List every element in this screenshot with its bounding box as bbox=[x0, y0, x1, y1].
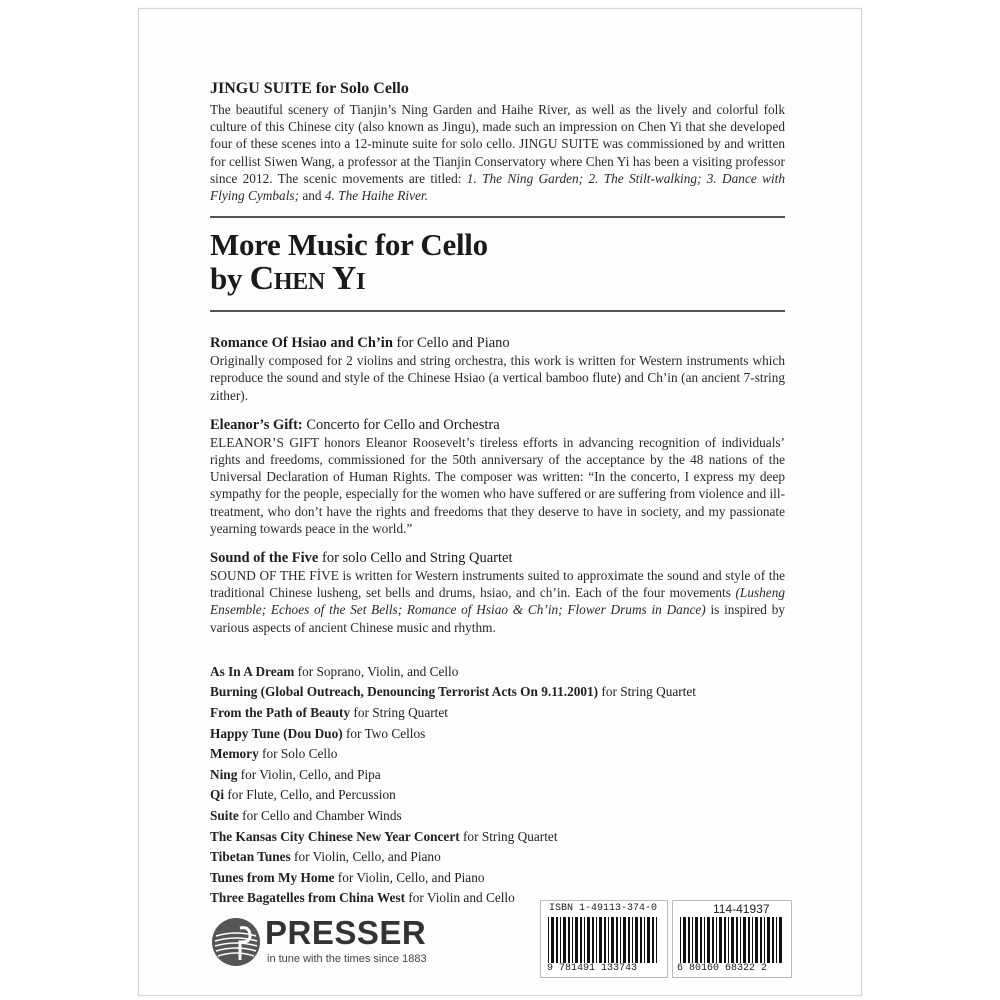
list-item: Qi for Flute, Cello, and Percussion bbox=[210, 787, 396, 803]
jingu-movements: 1. The Ning Garden; 2. The Stilt-walking; 3. Dance with Flying Cymbals; bbox=[210, 170, 785, 204]
barcode-bar bbox=[731, 917, 734, 963]
barcode-bar bbox=[635, 917, 638, 963]
list-item: As In A Dream for Soprano, Violin, and Cello bbox=[210, 663, 459, 679]
work-title: Sound of the Five for solo Cello and String Quartet bbox=[210, 550, 513, 567]
work-romance bbox=[210, 334, 785, 404]
list-item: Suite for Cello and Chamber Winds bbox=[210, 808, 402, 824]
isbn-barcode bbox=[540, 900, 668, 978]
barcode-bar bbox=[632, 917, 633, 963]
barcode-bar bbox=[728, 917, 729, 963]
list-item: Tibetan Tunes for Violin, Cello, and Piano bbox=[210, 849, 441, 865]
barcode-bar bbox=[695, 917, 698, 963]
barcode-bar bbox=[700, 917, 702, 963]
barcode-bar bbox=[656, 917, 657, 963]
work-eleanors-gift bbox=[210, 416, 785, 537]
movement-list: (Lusheng Ensemble; Echoes of the Set Bells; Romance of Hsiao & Ch’in; Flower Drums in Dance) bbox=[210, 585, 785, 618]
isbn-bars bbox=[548, 917, 660, 963]
works-list bbox=[210, 662, 785, 909]
barcode-bar bbox=[560, 917, 561, 963]
barcode-bar bbox=[736, 917, 738, 963]
work-title: Eleanor’s Gift: Concerto for Cello and Orchestra bbox=[210, 416, 500, 433]
barcode-bar bbox=[748, 917, 750, 963]
barcode-bar bbox=[616, 917, 618, 963]
barcode-bar bbox=[623, 917, 626, 963]
barcode-bar bbox=[755, 917, 758, 963]
work-description: ELEANOR’S GIFT honors Eleanor Roosevelt’s tireless efforts in advancing recognition of individuals’ rights and freedoms, commissioned for the 50th anniversary of the acceptance by the 48 nations of the Universal Declaration of Human Rights. The composer was written: “In the concerto, I express my deep sympathy for the people, especially for the women who have suffered or are suffering from violence and ill-treatment, who don’t have the rights and freedoms that they deserve to have in society, and my passionate yearning towards peace in the world.” bbox=[210, 434, 785, 536]
list-item: Memory for Solo Cello bbox=[210, 746, 338, 762]
barcode-bar bbox=[724, 917, 726, 963]
barcode-bar bbox=[688, 917, 690, 963]
barcode-bar bbox=[652, 917, 654, 963]
barcode-bar bbox=[556, 917, 558, 963]
barcode-bar bbox=[716, 917, 717, 963]
work-sound-of-the-five bbox=[210, 549, 785, 636]
barcode-bar bbox=[640, 917, 642, 963]
divider-bottom bbox=[210, 310, 785, 312]
barcode-bar bbox=[683, 917, 686, 963]
list-item: Tunes from My Home for Violin, Cello, and Piano bbox=[210, 869, 485, 885]
isbn-digits: 9 781491 133743 bbox=[547, 963, 638, 974]
barcode-bar bbox=[647, 917, 650, 963]
barcode-bar bbox=[740, 917, 741, 963]
composer-name: Chen Yi bbox=[249, 260, 366, 298]
barcode-bar bbox=[611, 917, 614, 963]
barcode-bar bbox=[584, 917, 585, 963]
barcode-bar bbox=[767, 917, 770, 963]
list-item: From the Path of Beauty for String Quartet bbox=[210, 705, 448, 721]
barcode-bar bbox=[551, 917, 554, 963]
barcode-bar bbox=[563, 917, 566, 963]
work-description: Originally composed for 2 violins and string orchestra, this work is written for Western instruments which reproduce the sound and style of the Chinese Hsiao (a vertical bamboo flute) and Ch’in (an ancient 7-string zither). bbox=[210, 353, 785, 403]
barcode-bar bbox=[568, 917, 570, 963]
list-item: Ning for Violin, Cello, and Pipa bbox=[210, 766, 381, 782]
barcode-bar bbox=[548, 917, 549, 963]
barcode-bar bbox=[776, 917, 777, 963]
section-heading bbox=[210, 228, 785, 296]
barcode-bar bbox=[620, 917, 621, 963]
barcode-bar bbox=[604, 917, 606, 963]
barcode-bar bbox=[680, 917, 681, 963]
jingu-description: The beautiful scenery of Tianjin’s Ning Garden and Haihe River, as well as the lively and colorful folk culture of this Chinese city (also known as Jingu), made such an impression on Chen Yi that she developed four of these scenes into a 12-minute suite for solo cello. JINGU SUITE was commissioned by and written for cellist Siwen Wang, a professor at the Tianjin Conservatory where Chen Yi has been a visiting professor since 2012. The scenic movements are titled: 1. The Ning Garden; 2. The Stilt-walking; 3. Dance with Flying Cymbals; and 4. The Haihe River. bbox=[210, 102, 785, 204]
presser-logo bbox=[210, 912, 470, 972]
product-code: 114-41937 bbox=[713, 902, 770, 916]
publisher-name: PRESSER bbox=[265, 914, 427, 951]
list-item: Three Bagatelles from China West for Violin and Cello bbox=[210, 890, 515, 906]
publisher-tagline: in tune with the times since 1883 bbox=[267, 953, 427, 965]
barcode-bar bbox=[628, 917, 630, 963]
list-item: Happy Tune (Dou Duo) for Two Cellos bbox=[210, 725, 426, 741]
barcode-bar bbox=[572, 917, 573, 963]
isbn-label: ISBN 1-49113-374-0 bbox=[549, 903, 658, 914]
barcode-bar bbox=[719, 917, 722, 963]
barcode-bar bbox=[764, 917, 765, 963]
jingu-last-movement: 4. The Haihe River. bbox=[324, 188, 428, 204]
heading-line-1: More Music for Cello bbox=[210, 227, 488, 263]
barcode-bar bbox=[712, 917, 714, 963]
upc-bars bbox=[680, 917, 784, 963]
barcode-bar bbox=[692, 917, 693, 963]
barcode-bar bbox=[592, 917, 594, 963]
jingu-title: JINGU SUITE for Solo Cello bbox=[210, 80, 409, 97]
barcode-bar bbox=[760, 917, 762, 963]
work-title: Romance Of Hsiao and Ch’in for Cello and Piano bbox=[210, 335, 510, 352]
barcode-bar bbox=[599, 917, 602, 963]
barcode-bar bbox=[580, 917, 582, 963]
barcode-bar bbox=[644, 917, 645, 963]
barcode-bar bbox=[752, 917, 753, 963]
upc-digits: 6 80160 68322 2 bbox=[677, 963, 768, 974]
barcode-bar bbox=[707, 917, 710, 963]
upc-barcode bbox=[672, 900, 792, 978]
barcode-bar bbox=[575, 917, 578, 963]
heading-line-2: by Chen Yi bbox=[210, 260, 366, 298]
barcode-bar bbox=[587, 917, 590, 963]
presser-emblem-icon bbox=[210, 916, 262, 968]
work-description: SOUND OF THE FİVE is written for Western instruments suited to approximate the sound and style of the traditional Chinese lusheng, set bells and drums, hsiao, and ch’in. Each of the four movements (Lusheng Ensemble; Echoes of the Set Bells; Romance of Hsiao & Ch’in; Flower Drums in Dance) is inspired by various aspects of ancient Chinese music and rhythm. bbox=[210, 568, 785, 635]
divider-top bbox=[210, 216, 785, 218]
barcode-bar bbox=[743, 917, 746, 963]
list-item: The Kansas City Chinese New Year Concert for String Quartet bbox=[210, 828, 558, 844]
barcode-bar bbox=[772, 917, 774, 963]
list-item: Burning (Global Outreach, Denouncing Terrorist Acts On 9.11.2001) for String Quartet bbox=[210, 684, 696, 700]
barcode-bar bbox=[779, 917, 782, 963]
main-content bbox=[210, 80, 785, 909]
barcode-bar bbox=[596, 917, 597, 963]
barcode-bar bbox=[704, 917, 705, 963]
barcode-bar bbox=[608, 917, 609, 963]
